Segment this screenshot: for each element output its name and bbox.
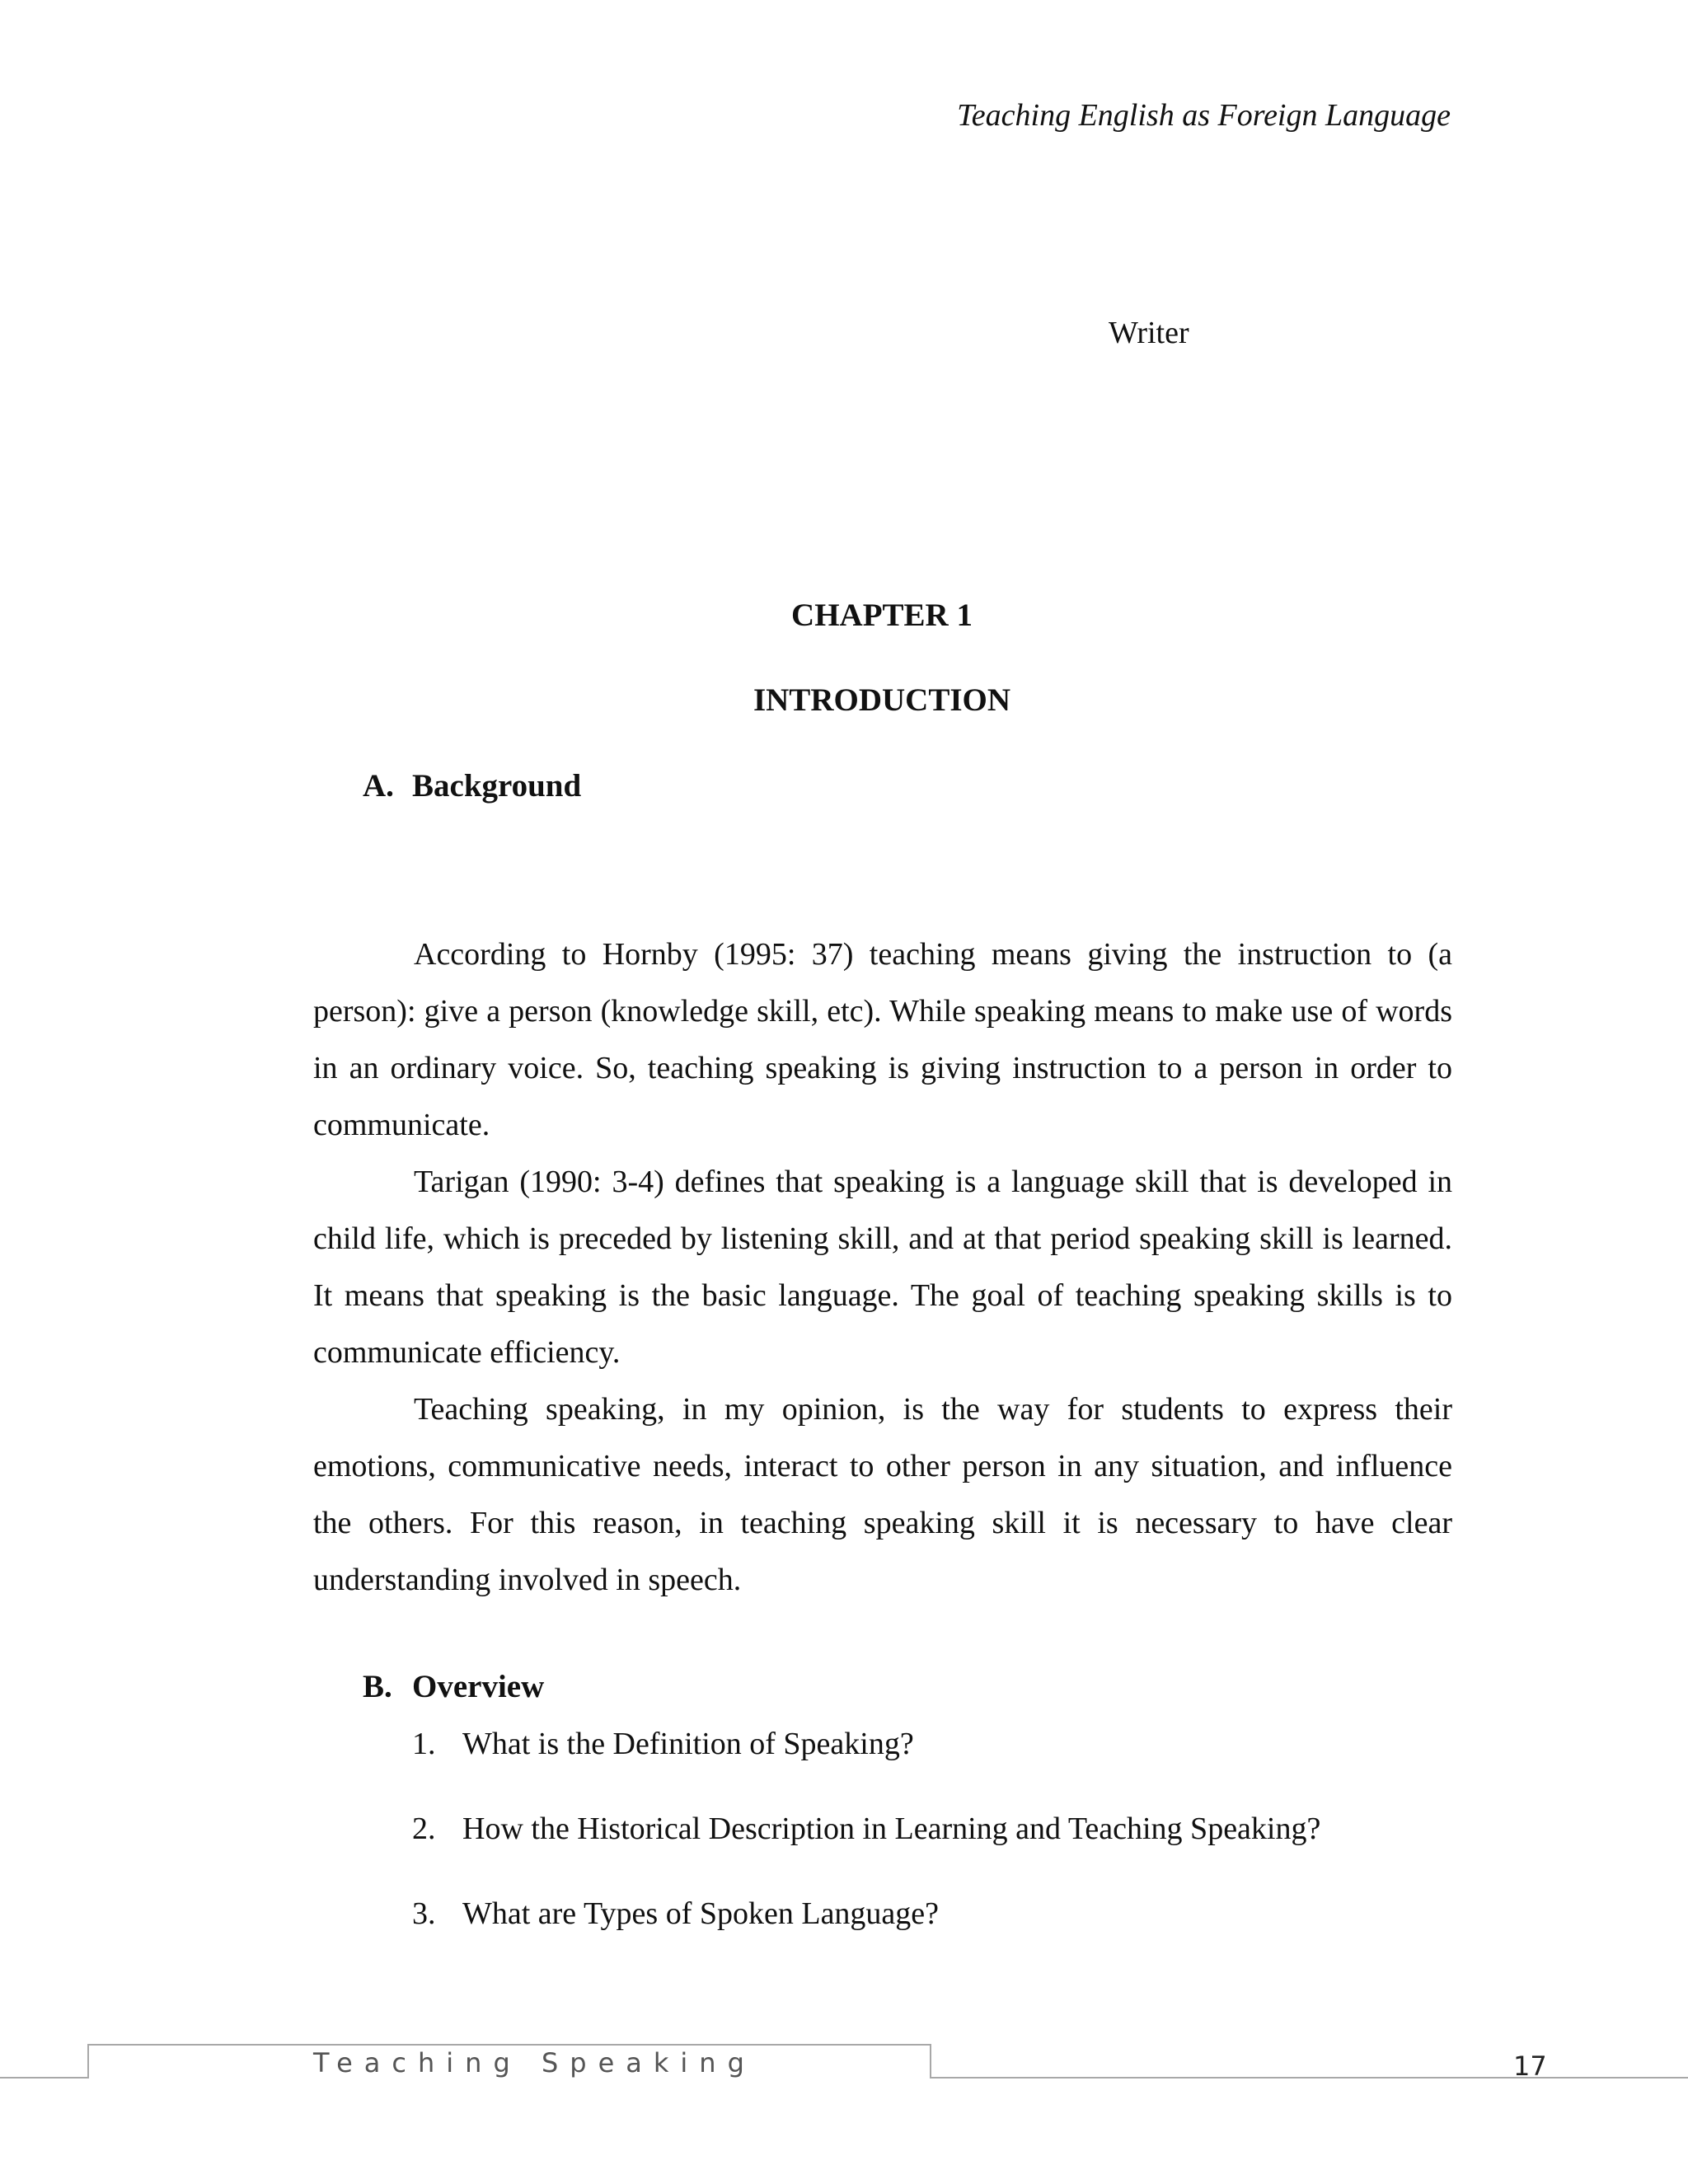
footer-rule xyxy=(930,2077,1688,2079)
list-item xyxy=(412,1894,1320,1933)
list-item xyxy=(412,1809,1320,1849)
chapter-number: CHAPTER 1 xyxy=(791,598,973,633)
page-footer xyxy=(0,2036,1688,2085)
paragraph: Teaching speaking, in my opinion, is the way for students to express their emotions, communicative needs, interact to other person in any situation, and influence the others. For this reason, in teaching speaking skill it is necessary to have clear understanding involved in speech. xyxy=(313,1392,1452,1597)
running-header: Teaching English as Foreign Language xyxy=(957,98,1451,133)
section-title: Overview xyxy=(412,1669,545,1704)
footer-rule xyxy=(0,2077,87,2079)
list-number: 3. xyxy=(412,1896,436,1931)
paragraph: According to Hornby (1995: 37) teaching means giving the instruction to (a person): give a person (knowledge skill, etc). While speaking means to make use of words in an ordinary voice. So, teaching speaking is giving instruction to a person in order to communicate. xyxy=(313,937,1452,1142)
list-item xyxy=(412,1724,1320,1764)
section-heading-overview xyxy=(363,1667,544,1707)
section-marker: B. xyxy=(363,1669,392,1704)
overview-list xyxy=(412,1724,1320,1979)
list-number: 1. xyxy=(412,1727,436,1761)
list-text: What is the Definition of Speaking? xyxy=(462,1727,914,1761)
section-title: Background xyxy=(412,768,582,804)
page-number: 17 xyxy=(1513,2050,1547,2082)
preface-signature: Writer xyxy=(1109,316,1189,350)
footer-label: Teaching Speaking xyxy=(313,2047,756,2079)
background-body xyxy=(313,926,1452,1609)
section-heading-background xyxy=(363,766,581,806)
chapter-title: INTRODUCTION xyxy=(753,682,1011,718)
paragraph: Tarigan (1990: 3-4) defines that speaking is a language skill that is developed in child life, which is preceded by listening skill, and at that period speaking skill is learned. It means that speaking is the basic language. The goal of teaching speaking skills is to communicate efficiency. xyxy=(313,1165,1452,1370)
list-number: 2. xyxy=(412,1811,436,1846)
section-marker: A. xyxy=(363,768,394,804)
list-text: How the Historical Description in Learning and Teaching Speaking? xyxy=(462,1811,1321,1846)
list-text: What are Types of Spoken Language? xyxy=(462,1896,940,1931)
